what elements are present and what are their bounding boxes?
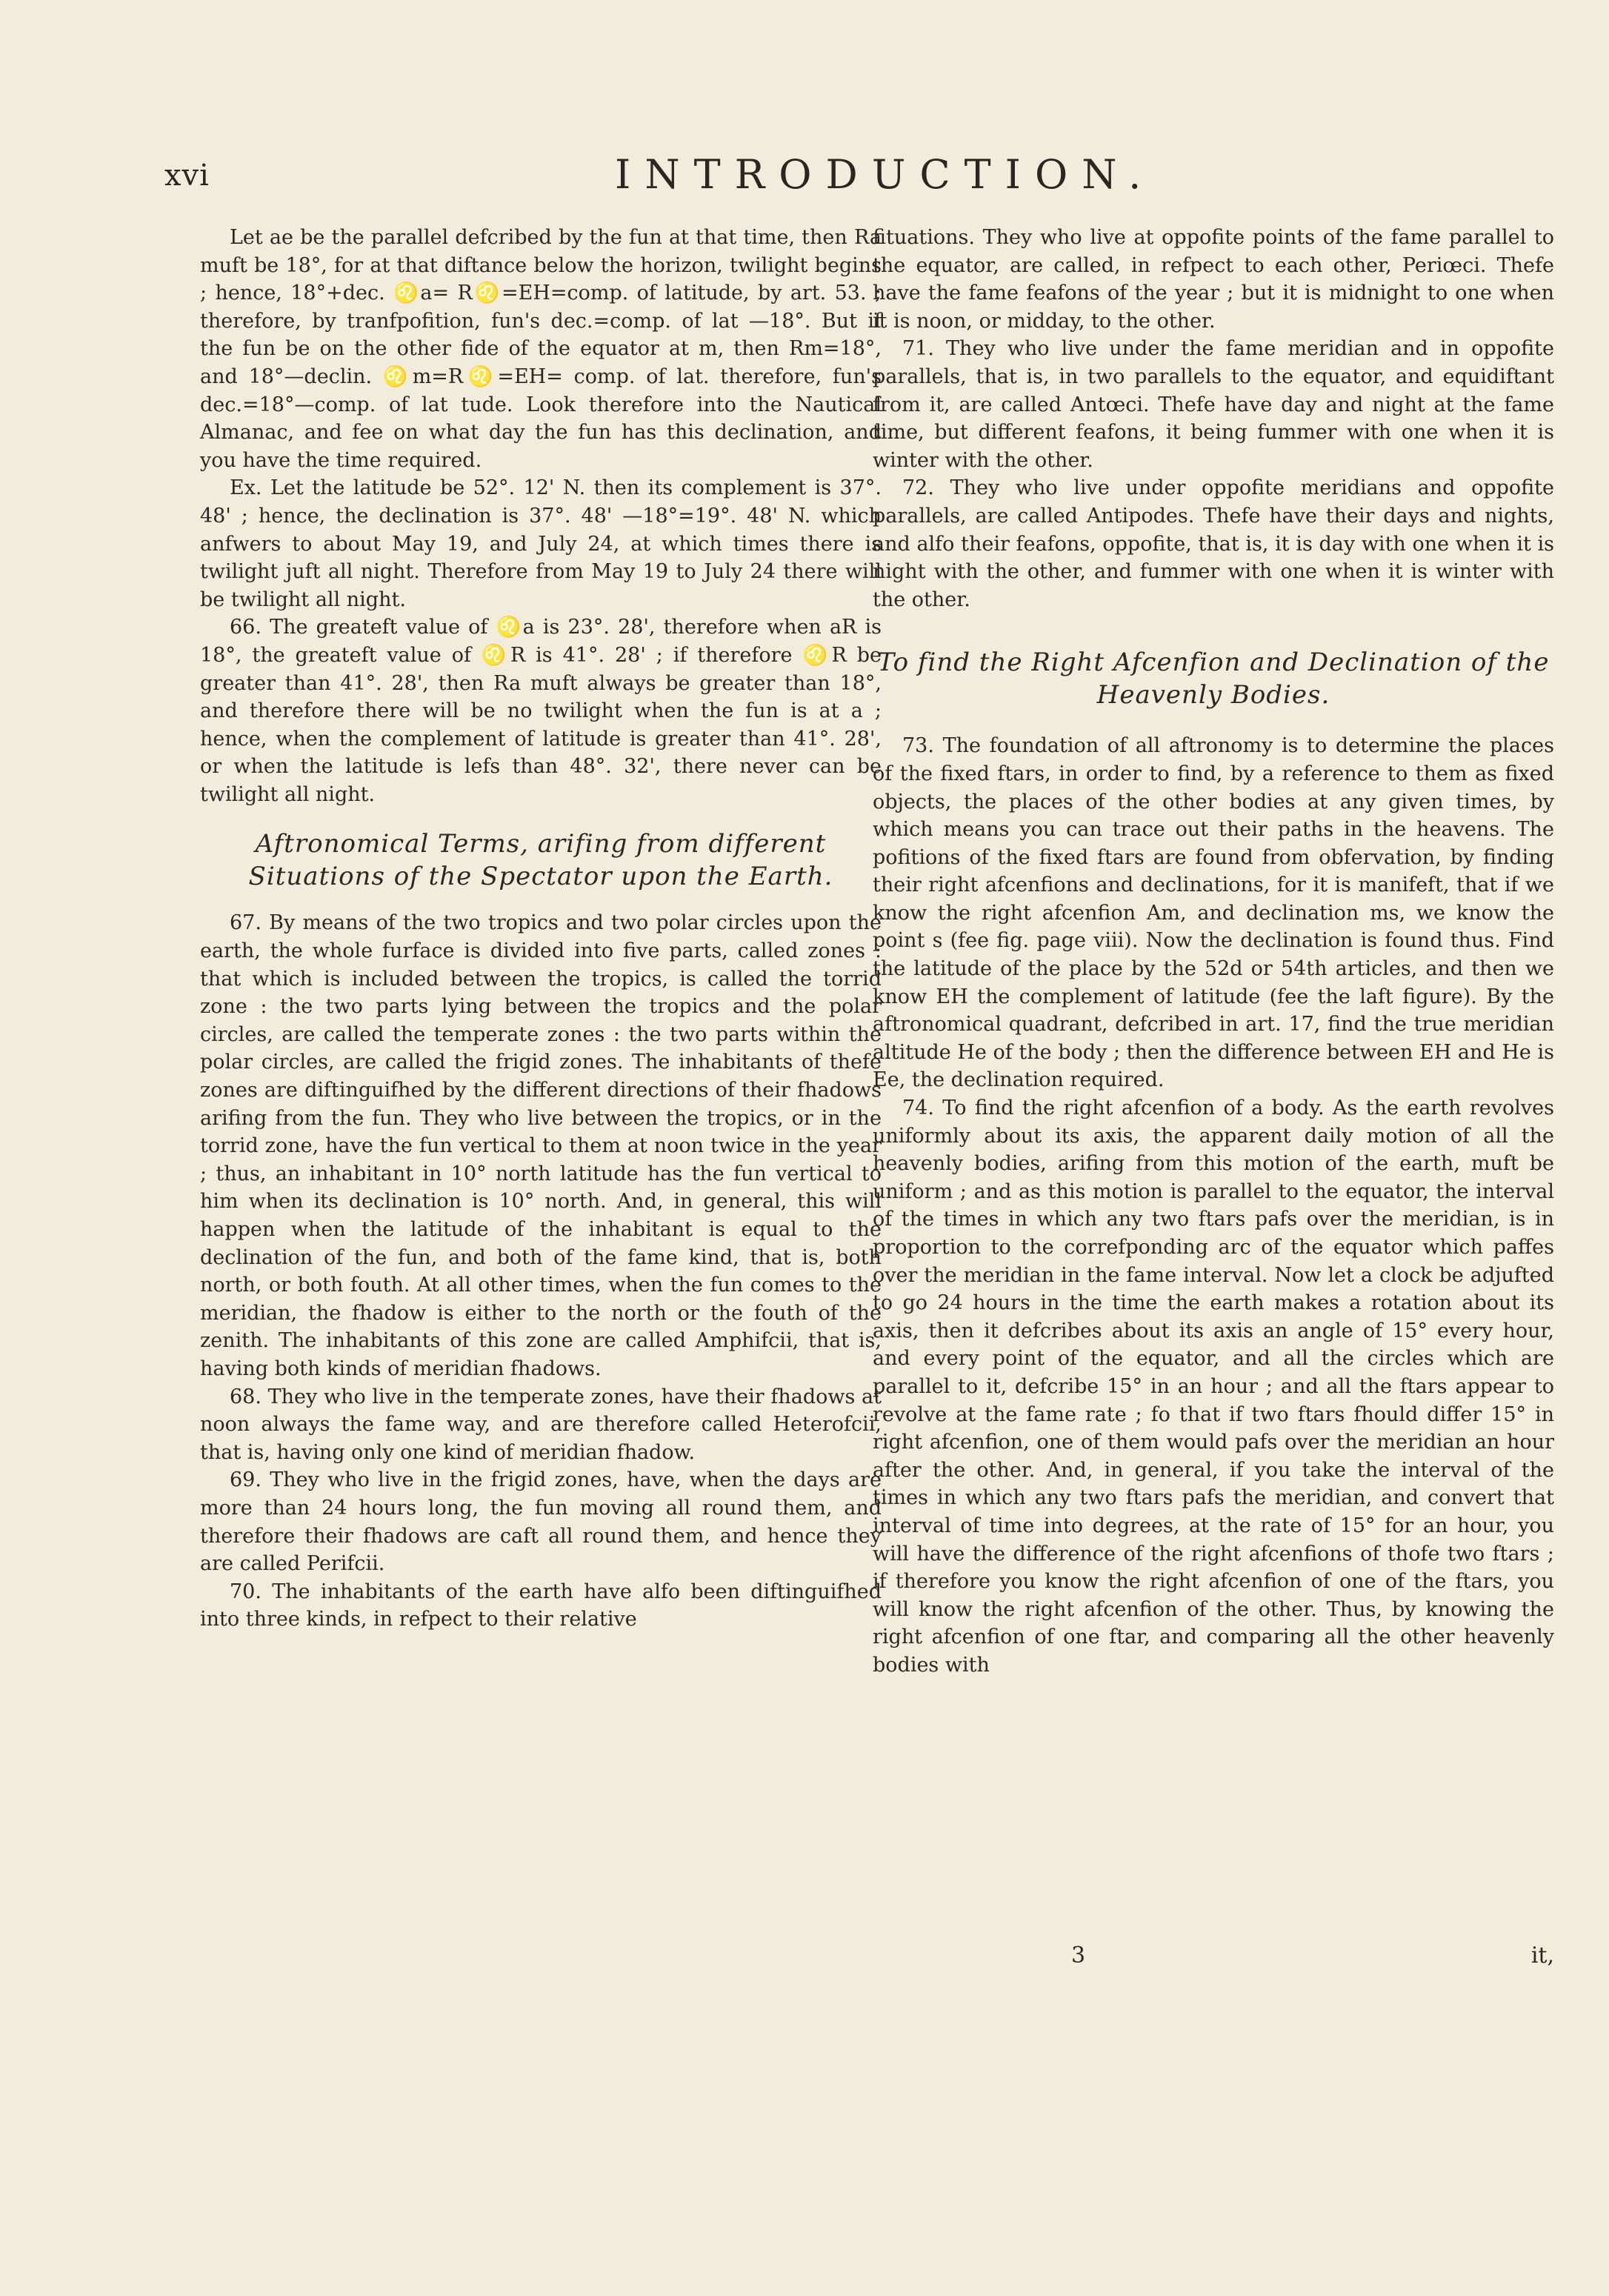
section-heading: Aftronomical Terms, arifing from different Situations of the Spectator upon the Earth. <box>248 829 833 892</box>
page-number: xvi <box>164 159 210 193</box>
paragraph: 72. They who live under oppofite meridians and oppofite parallels, are called Antipodes. Thefe have their days and nights, and alfo their feafons, oppofite, that is, it is day with one when it is night with the other, and fummer with one when it is winter with the other. <box>873 476 1554 611</box>
page-footer <box>873 1943 1554 1972</box>
paragraph: 68. They who live in the temperate zones, have their fhadows at noon always the fame way, and are therefore called Heterofcii, that is, having only one kind of meridian fhadow. <box>200 1385 882 1464</box>
paragraph: Let ae be the parallel defcribed by the fun at that time, then Ra muft be 18°, for at that diftance below the horizon, twilight begins ; hence, 18°+dec. ♌a= R♌=EH=comp. of latitude, by art. 53. ; therefore, by tranfpofition, fun's dec.=comp. of lat —18°. But if the fun be on the other fide of the equator at m, then Rm=18°, and 18°—declin. ♌m=R♌=EH= comp. of lat. therefore, fun's dec.=18°—comp. of lat tude. Look therefore into the Nautical Almanac, and fee on what day the fun has this declination, and you have the time required. <box>200 226 882 472</box>
section-heading: To find the Right Afcenfion and Declination of the Heavenly Bodies. <box>877 648 1550 711</box>
paragraph: 74. To find the right afcenfion of a body. As the earth revolves uniformly about its axis, the apparent daily motion of all the heavenly bodies, arifing from this motion of the earth, muft be uniform ; and as this motion is parallel to the equator, the interval of the times in which any two ftars pafs over the meridian, is in proportion to the correfponding arc of the equator which paffes over the meridian in the fame interval. Now let a clock be adjufted to go 24 hours in the time the earth makes a rotation about its axis, then it defcribes about its axis an angle of 15° every hour, and every point of the equator, and all the circles which are parallel to it, defcribe 15° in an hour ; and all the ftars appear to revolve at the fame rate ; fo that if two ftars fhould differ 15° in right afcenfion, one of them would pafs over the meridian an hour after the other. And, in general, if you take the interval of the times in which any two ftars pafs the meridian, and convert that interval of time into degrees, at the rate of 15° for an hour, you will have the difference of the right afcenfions of thofe two ftars ; if therefore you know the right afcenfion of one of the ftars, you will know the right afcenfion of the other. Thus, by knowing the right afcenfion of one ftar, and comparing all the other heavenly bodies with <box>873 1097 1554 1677</box>
paragraph: 73. The foundation of all aftronomy is to determine the places of the fixed ftars, in order to find, by a reference to them as fixed objects, the places of the other bodies at any given times, by which means you can trace out their paths in the heavens. The pofitions of the fixed ftars are found from obfervation, by finding their right afcenfions and declinations, for it is manifeft, that if we know the right afcenfion Am, and declination ms, we know the point s (fee fig. page viii). Now the declination is found thus. Find the latitude of the place by the 52d or 54th articles, and then we know EH the complement of latitude (fee the laft figure). By the aftronomical quadrant, defcribed in art. 17, find the true meridian altitude He of the body ; then the difference between EH and He is Ee, the declination required. <box>873 734 1554 1092</box>
paragraph: 66. The greateft value of ♌a is 23°. 28', therefore when aR is 18°, the greateft value of ♌R is 41°. 28' ; if therefore ♌R be greater than 41°. 28', then Ra muft always be greater than 18°, and therefore there will be no twilight when the fun is at a ; hence, when the complement of latitude is greater than 41°. 28', or when the latitude is lefs than 48°. 32', there never can be twilight all night. <box>200 616 882 806</box>
signature-mark: 3 <box>1071 1943 1086 1969</box>
paragraph: Ex. Let the latitude be 52°. 12' N. then its complement is 37°. 48' ; hence, the declination is 37°. 48' —18°=19°. 48' N. which anfwers to about May 19, and July 24, at which times there is twilight juft all night. Therefore from May 19 to July 24 there will be twilight all night. <box>200 476 882 611</box>
paragraph: fituations. They who live at oppofite points of the fame parallel to the equator, are called, in refpect to each other, Periœci. Thefe have the fame feafons of the year ; but it is midnight to one when it is noon, or midday, to the other. <box>873 226 1554 333</box>
running-head: INTRODUCTION. <box>615 151 1156 198</box>
paragraph: 69. They who live in the frigid zones, have, when the days are more than 24 hours long, the fun moving all round them, and therefore their fhadows are caft all round them, and hence they are called Perifcii. <box>200 1468 882 1576</box>
right-column <box>873 224 1554 1680</box>
paragraph: 71. They who live under the fame meridian and in oppofite parallels, that is, in two parallels to the equator, and equidiftant from it, are called Antœci. Thefe have day and night at the fame time, but different feafons, it being fummer with one when it is winter with the other. <box>873 337 1554 472</box>
paragraph: 67. By means of the two tropics and two polar circles upon the earth, the whole furface is divided into five parts, called zones : that which is included between the tropics, is called the torrid zone : the two parts lying between the tropics and the polar circles, are called the temperate zones : the two parts within the polar circles, are called the frigid zones. The inhabitants of thefe zones are diftinguifhed by the different directions of their fhadows arifing from the fun. They who live between the tropics, or in the torrid zone, have the fun vertical to them at noon twice in the year ; thus, an inhabitant in 10° north latitude has the fun vertical to him when its declination is 10° north. And, in general, this will happen when the latitude of the inhabitant is equal to the declination of the fun, and both of the fame kind, that is, both north, or both fouth. At all other times, when the fun comes to the meridian, the fhadow is either to the north or the fouth of the zenith. The inhabitants of this zone are called Amphifcii, that is, having both kinds of meridian fhadows. <box>200 911 882 1380</box>
catchword: it, <box>1530 1943 1554 1969</box>
paragraph: 70. The inhabitants of the earth have alfo been diftinguifhed into three kinds, in refpect to their relative <box>200 1580 882 1631</box>
left-column <box>200 224 882 1634</box>
